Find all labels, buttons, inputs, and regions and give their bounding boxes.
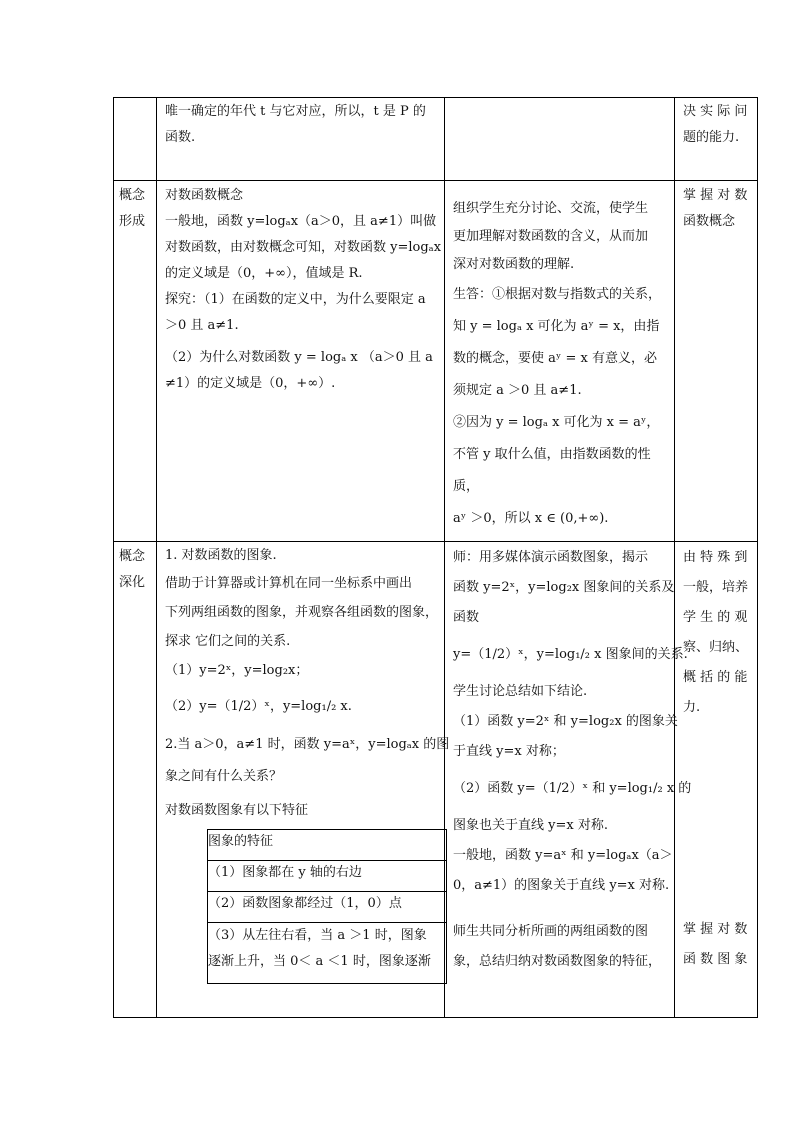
text-line: 的定义域是（0，+∞），值域是 R. xyxy=(165,266,363,281)
lesson-plan-table xyxy=(113,97,758,1018)
text-line: 不管 y 取什么值，由指数函数的性 xyxy=(453,447,651,462)
text-line: 2.当 a＞0，a≠1 时，函数 y=aˣ，y=logₐx 的图 xyxy=(165,737,450,752)
text-line: 由 特 殊 到 xyxy=(683,550,748,565)
stage-label: 概念 xyxy=(119,188,146,203)
text-line: y=（1/2）ˣ，y=log₁/₂ x 图象间的关系. xyxy=(453,647,688,662)
text-line: ＞0 且 a≠1. xyxy=(165,318,239,333)
text-line: 于直线 y=x 对称； xyxy=(453,744,565,759)
text-line: 唯一确定的年代 t 与它对应，所以，t 是 P 的 xyxy=(165,104,426,119)
content-cell xyxy=(157,542,450,1018)
stage-label: 形成 xyxy=(119,214,146,229)
text-line: 生答：①根据对数与指数式的关系， xyxy=(453,287,662,302)
text-line: 察、归纳、 xyxy=(683,640,749,655)
text-line: （3）从左往右看，当 a ＞1 时，图象 xyxy=(208,928,427,943)
text-line: 一般地，函数 y=logₐx（a＞0，且 a≠1）叫做 xyxy=(165,214,437,229)
text-line: 概 括 的 能 xyxy=(683,670,748,685)
feature-item xyxy=(208,923,447,984)
text-line: （1）y=2ˣ，y=log₂x； xyxy=(165,663,309,678)
text-line: 学 生 的 观 xyxy=(683,610,748,625)
text-line: 题的能力. xyxy=(683,130,740,145)
text-line: 师：用多媒体演示函数图象，揭示 xyxy=(453,550,649,565)
text-line: 掌 握 对 数 xyxy=(683,188,748,203)
text-line: 函 数 图 象 xyxy=(683,952,748,967)
stage-cell xyxy=(114,542,157,1018)
text-line: （2）y=（1/2）ˣ，y=log₁/₂ x. xyxy=(165,699,352,714)
stage-cell xyxy=(114,181,157,542)
text-line: （1）函数 y=2ˣ 和 y=log₂x 的图象关 xyxy=(453,714,678,729)
text-line: 组织学生充分讨论、交流，使学生 xyxy=(453,201,649,216)
text-line: 更加理解对数函数的含义，从而加 xyxy=(453,229,649,244)
content-cell xyxy=(157,98,445,181)
text-line: 函数概念 xyxy=(683,214,736,229)
text-line: 数的概念，要使 aʸ = x 有意义，必 xyxy=(453,351,658,366)
text-line: ②因为 y = logₐ x 可化为 x = aʸ， xyxy=(453,415,660,430)
feature-item: （2）函数图象都经过（1，0）点 xyxy=(208,892,447,923)
text-line: 借助于计算器或计算机在同一坐标系中画出 xyxy=(165,576,413,591)
feature-item: （1）图象都在 y 轴的右边 xyxy=(208,861,447,892)
text-line: 对数函数图象有以下特征 xyxy=(165,803,309,818)
text-line: 须规定 a ＞0 且 a≠1. xyxy=(453,383,582,398)
feature-table xyxy=(207,829,447,984)
text-line: 学生讨论总结如下结论. xyxy=(453,684,588,699)
text-line: （2）为什么对数函数 y = logₐ x （a＞0 且 a xyxy=(165,350,433,365)
text-line: 0，a≠1）的图象关于直线 y=x 对称. xyxy=(453,878,670,893)
heading: 对数函数概念 xyxy=(165,188,244,203)
text-line: 下列两组函数的图象，并观察各组函数的图象， xyxy=(165,605,439,620)
activity-cell xyxy=(445,181,675,542)
table-row xyxy=(114,98,758,181)
purpose-cell xyxy=(675,98,758,181)
content-cell xyxy=(157,181,445,542)
text-line: 函数 xyxy=(453,610,480,625)
text-line: 掌 握 对 数 xyxy=(683,922,748,937)
text-line: 一般地，函数 y=aˣ 和 y=logₐx（a＞ xyxy=(453,848,673,863)
activity-cell xyxy=(445,542,692,1018)
stage-cell xyxy=(114,98,157,181)
purpose-cell xyxy=(675,542,758,1018)
feature-header: 图象的特征 xyxy=(208,830,447,861)
text-line: 图象也关于直线 y=x 对称. xyxy=(453,818,608,833)
purpose-cell xyxy=(675,181,758,542)
text-line: 决 实 际 问 xyxy=(683,104,748,119)
text-line: 一般，培养 xyxy=(683,580,749,595)
text-line: 逐渐上升，当 0＜ a ＜1 时，图象逐渐 xyxy=(208,954,431,969)
text-line: aʸ ＞0，所以 x ∈ (0,+∞). xyxy=(453,511,609,526)
text-line: 函数 y=2ˣ，y=log₂x 图象间的关系及 xyxy=(453,580,675,595)
text-line: 函数. xyxy=(165,130,196,145)
text-line: 探究：（1）在函数的定义中，为什么要限定 a xyxy=(165,292,426,307)
text-line: 质， xyxy=(453,479,480,494)
text-line: 知 y = logₐ x 可化为 aʸ = x，由指 xyxy=(453,319,660,334)
table-row xyxy=(114,542,758,1018)
text-line: （2）函数 y=（1/2）ˣ 和 y=log₁/₂ x 的 xyxy=(453,781,692,796)
text-line: 象，总结归纳对数函数图象的特征， xyxy=(453,954,662,969)
stage-label: 概念 xyxy=(119,549,146,564)
heading: 1. 对数函数的图象. xyxy=(165,548,277,563)
text-line: ≠1）的定义域是（0，+∞）. xyxy=(165,376,336,391)
table-row xyxy=(114,181,758,542)
text-line: 象之间有什么关系？ xyxy=(165,769,283,784)
text-line: 对数函数，由对数概念可知，对数函数 y=logₐx xyxy=(165,240,442,255)
activity-cell xyxy=(445,98,675,181)
text-line: 探求 它们之间的关系. xyxy=(165,634,291,649)
text-line: 深对对数函数的理解. xyxy=(453,257,575,272)
text-line: 力. xyxy=(683,700,701,715)
text-line: 师生共同分析所画的两组函数的图 xyxy=(453,924,649,939)
stage-label: 深化 xyxy=(119,575,146,590)
